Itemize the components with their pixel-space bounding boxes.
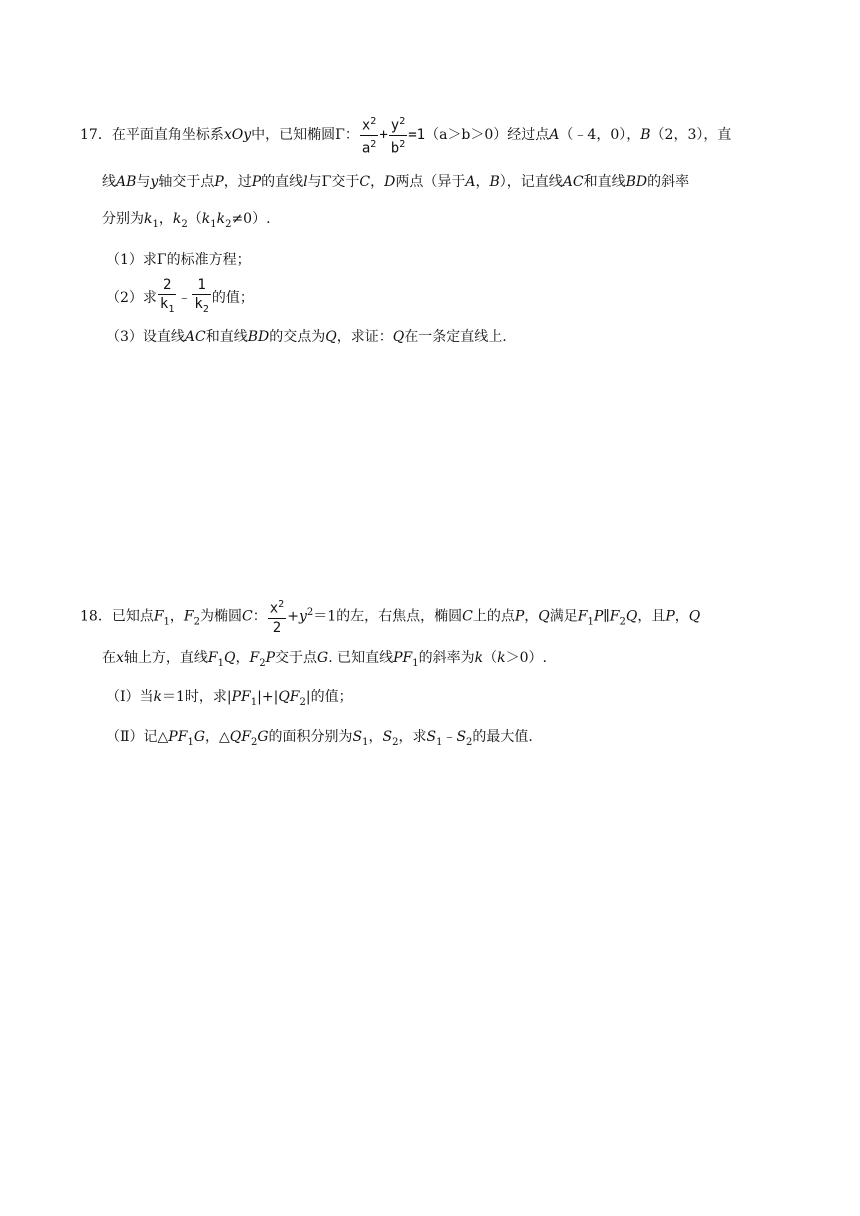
- math-var: F: [249, 650, 260, 666]
- math-var: F: [577, 608, 588, 625]
- subscript: 1: [168, 304, 175, 316]
- text: 的直线: [261, 174, 304, 190]
- operator: ﹣: [442, 728, 457, 745]
- text: 与: [136, 174, 151, 190]
- math-var: BD: [625, 174, 648, 190]
- p17-line-3: [80, 200, 780, 244]
- text: （2，3），直: [650, 127, 732, 143]
- subscript: 2: [181, 218, 188, 230]
- problem-number: 17．: [80, 127, 112, 143]
- subscript: 2: [250, 736, 258, 748]
- text: （: [483, 650, 498, 666]
- text: 在: [102, 650, 116, 666]
- math-var: Q: [688, 608, 701, 625]
- text: 为椭圆: [200, 608, 243, 625]
- math-var: k: [474, 650, 484, 666]
- operator: ∥: [603, 608, 610, 625]
- exponent: 2: [399, 115, 406, 127]
- math-var: QF: [229, 728, 251, 745]
- math-var: P: [514, 608, 525, 625]
- math-var: k: [216, 211, 226, 227]
- subscript: 1: [217, 657, 224, 669]
- text: 的斜率为: [418, 650, 475, 666]
- numerator: 2: [162, 277, 172, 294]
- math-var: AC: [184, 328, 206, 345]
- text: （a＞b＞0）经过点: [425, 127, 550, 143]
- equals-one: =1: [408, 127, 426, 143]
- text: 和直线: [205, 328, 248, 345]
- math-var: F: [609, 608, 620, 625]
- text: ，: [235, 650, 250, 666]
- math-var: A: [465, 174, 476, 190]
- p18-question-1: [80, 680, 780, 720]
- text: （1）求Γ的标准方程；: [106, 251, 251, 268]
- subscript: 2: [202, 304, 209, 316]
- math-var: G: [317, 650, 329, 666]
- text: ，: [524, 608, 539, 625]
- text: 线: [102, 174, 116, 190]
- text: 的面积分别为: [268, 728, 353, 745]
- operator: +: [287, 608, 299, 625]
- problem-number: 18．: [80, 608, 112, 625]
- subscript: 1: [163, 616, 170, 628]
- text: 在平面直角坐标系: [111, 127, 224, 143]
- math-var: C: [242, 608, 253, 625]
- math-var: x: [116, 650, 124, 666]
- text: 轴交于点: [158, 174, 215, 190]
- math-var: S: [352, 728, 363, 745]
- math-var: k: [201, 211, 211, 227]
- text: |+|: [257, 688, 279, 705]
- text: 分别为: [102, 211, 144, 227]
- text: ，: [368, 728, 383, 745]
- text: ），记直线: [499, 174, 563, 190]
- text: 轴上方，直线: [123, 650, 208, 666]
- text: ，过: [223, 174, 252, 190]
- subscript: 1: [210, 218, 217, 230]
- text: 中，已知椭圆Γ：: [251, 127, 359, 143]
- math-var: C: [462, 608, 473, 625]
- exponent: 2: [370, 138, 377, 150]
- exponent: 2: [370, 115, 377, 127]
- p18-line-1: [80, 590, 780, 642]
- p17-question-3: [80, 320, 780, 354]
- text: ，且: [637, 608, 666, 625]
- text: ，: [169, 608, 184, 625]
- math-var: x: [269, 600, 279, 617]
- p18-line-2: [80, 642, 780, 680]
- math-var: BD: [247, 328, 270, 345]
- text: 两点（异于: [395, 174, 466, 190]
- math-var: S: [382, 728, 393, 745]
- math-var: A: [549, 127, 560, 143]
- math-var: y: [390, 117, 400, 134]
- text: 的交点为: [269, 328, 326, 345]
- p17-line-1: [80, 112, 780, 164]
- text: ，: [158, 211, 173, 227]
- p17-question-1: [80, 244, 780, 276]
- text: （: [187, 211, 202, 227]
- math-var: y: [298, 608, 307, 625]
- text: ≠0）.: [231, 211, 271, 227]
- operator: +: [379, 127, 388, 143]
- text: |的值；: [305, 688, 353, 705]
- math-var: P: [593, 608, 604, 625]
- fraction-x2-2: [268, 596, 286, 637]
- math-var: PF: [393, 650, 413, 666]
- text: ＞0）.: [505, 650, 547, 666]
- text: ，△: [205, 728, 230, 745]
- fraction-y2-b2: [389, 113, 407, 157]
- math-var: D: [384, 174, 396, 190]
- math-var: QF: [278, 688, 300, 705]
- math-var: G: [257, 728, 269, 745]
- math-var: PF: [168, 728, 188, 745]
- subscript: 1: [362, 736, 369, 748]
- math-var: k: [153, 688, 163, 705]
- text: 已知点: [111, 608, 154, 625]
- operator: ﹣: [177, 289, 192, 306]
- subscript: 2: [619, 616, 626, 628]
- problem-17: [80, 112, 780, 354]
- text: （﹣4，0），: [559, 127, 641, 143]
- math-var: P: [251, 174, 262, 190]
- p17-question-2: [80, 276, 780, 320]
- text: 的最大值.: [472, 728, 533, 745]
- math-var: S: [426, 728, 437, 745]
- math-var: P: [665, 608, 675, 625]
- math-var: C: [359, 174, 371, 190]
- text: ，: [370, 174, 385, 190]
- math-var: x: [361, 117, 371, 134]
- math-var: B: [640, 127, 651, 143]
- math-var: P: [214, 174, 224, 190]
- exponent: 2: [306, 607, 314, 618]
- text: 和直线: [583, 174, 626, 190]
- subscript: 1: [187, 736, 194, 748]
- math-var: k: [497, 650, 506, 666]
- subscript: 1: [250, 696, 258, 708]
- subscript: 1: [152, 218, 159, 230]
- text: ，: [475, 174, 490, 190]
- text: ＝1时，求|: [162, 688, 232, 705]
- text: ＝1的左，右焦点，椭圆: [313, 608, 463, 625]
- math-var: Q: [538, 608, 550, 625]
- math-var: S: [456, 728, 467, 745]
- text: ，求证：: [336, 328, 393, 345]
- text: 满足: [549, 608, 578, 625]
- text: . 已知直线: [328, 650, 394, 666]
- text: （Ⅰ）当: [106, 688, 154, 705]
- math-var: a: [361, 140, 371, 157]
- fraction-x2-a2: [360, 113, 378, 157]
- math-var: B: [489, 174, 500, 190]
- math-var: y: [150, 174, 159, 190]
- math-var: Q: [224, 650, 236, 666]
- math-var: k: [144, 211, 153, 227]
- fraction-2-k1: [158, 276, 176, 319]
- text: 在一条定直线上.: [404, 328, 507, 345]
- math-var: F: [207, 650, 218, 666]
- math-var: k: [159, 296, 169, 313]
- subscript: 2: [392, 736, 399, 748]
- math-var: F: [153, 608, 164, 625]
- math-var: AC: [562, 174, 584, 190]
- subscript: 2: [466, 736, 473, 748]
- p17-line-2: [80, 164, 780, 200]
- math-var: PF: [231, 688, 251, 705]
- text: 的斜率: [647, 174, 690, 190]
- text: ，: [674, 608, 689, 625]
- p18-question-2: [80, 720, 780, 760]
- subscript: 2: [259, 657, 266, 669]
- math-var: Q: [392, 328, 405, 345]
- subscript: 1: [412, 657, 419, 669]
- subscript: 1: [587, 616, 594, 628]
- text: ：: [252, 608, 267, 625]
- exponent: 2: [278, 599, 285, 611]
- math-var: Q: [325, 328, 337, 345]
- subscript: 2: [193, 616, 201, 628]
- subscript: 2: [299, 696, 306, 708]
- math-var: G: [193, 728, 205, 745]
- math-var: AB: [116, 174, 137, 190]
- text: 上的点: [472, 608, 515, 625]
- math-var: xOy: [223, 127, 252, 143]
- text: （2）求: [106, 289, 157, 306]
- math-var: k: [172, 211, 182, 227]
- text: （3）设直线: [106, 328, 185, 345]
- text: 的值；: [211, 289, 254, 306]
- fraction-1-k2: [192, 276, 210, 319]
- math-var: l: [303, 174, 308, 190]
- problem-18: [80, 590, 780, 759]
- denominator: 2: [268, 618, 286, 637]
- math-var: F: [183, 608, 194, 625]
- math-var: P: [265, 650, 275, 666]
- text: ，求: [398, 728, 427, 745]
- numerator: 1: [197, 277, 206, 294]
- text: 与Γ交于: [307, 174, 360, 190]
- text: 交于点: [275, 650, 317, 666]
- math-var: k: [194, 296, 203, 313]
- subscript: 2: [225, 218, 232, 230]
- exponent: 2: [399, 138, 406, 150]
- text: （Ⅱ）记△: [106, 728, 169, 745]
- math-var: Q: [625, 608, 638, 625]
- subscript: 1: [436, 736, 443, 748]
- math-var: b: [390, 140, 400, 157]
